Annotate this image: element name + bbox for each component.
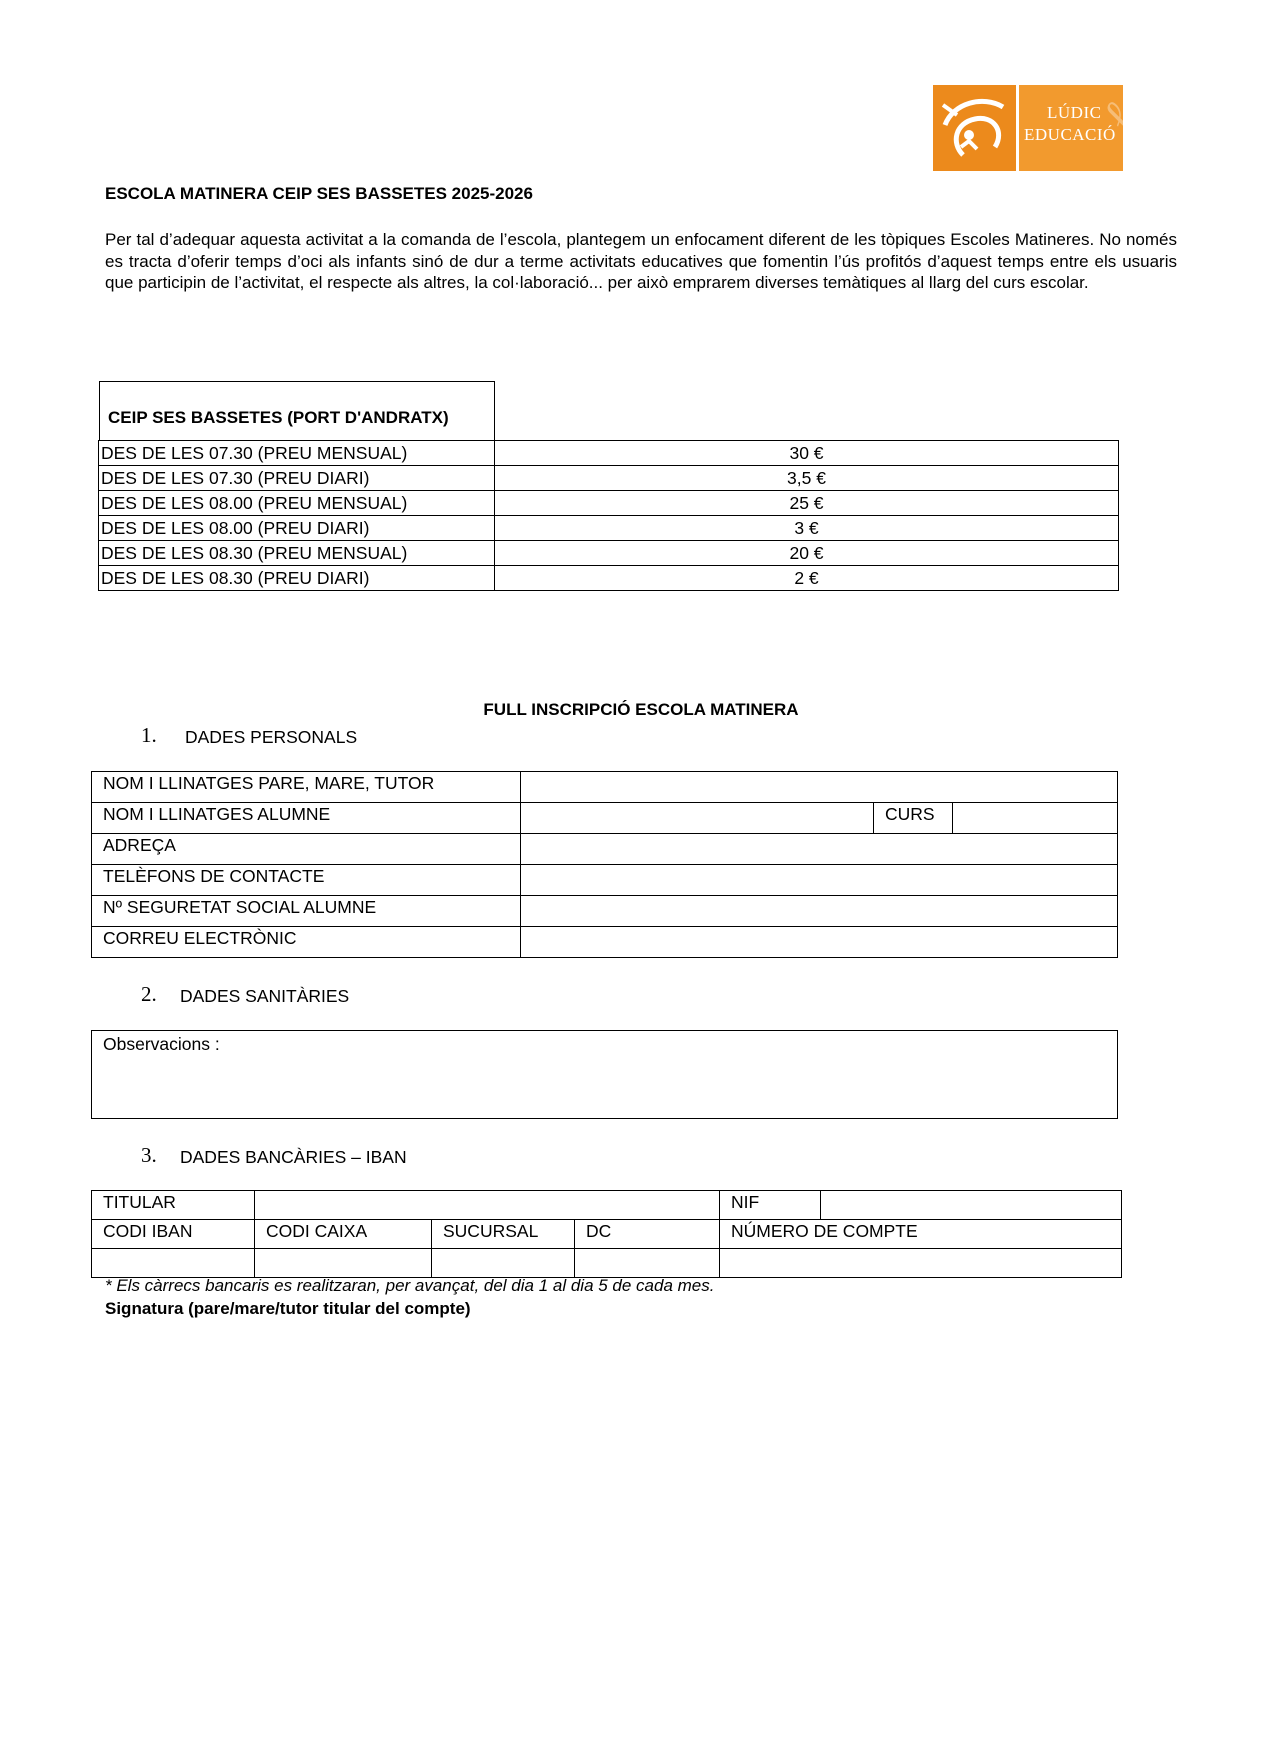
section-2-label: DADES SANITÀRIES [180, 986, 350, 1006]
price-value: 3,5 € [495, 466, 1119, 491]
table-row [92, 1220, 1122, 1249]
price-value: 25 € [495, 491, 1119, 516]
branch-field[interactable] [432, 1249, 575, 1278]
table-row [92, 1191, 1122, 1220]
personal-data-table [91, 771, 1118, 958]
holder-label: TITULAR [92, 1191, 255, 1220]
section-3-number: 3. [141, 1143, 157, 1167]
document-title: ESCOLA MATINERA CEIP SES BASSETES 2025-2026 [105, 184, 533, 203]
ssn-label: Nº SEGURETAT SOCIAL ALUMNE [92, 896, 521, 927]
intro-paragraph: Per tal d’adequar aquesta activitat a la comanda de l’escola, plantegem un enfocament diferent de les tòpiques Escoles Matineres. No només es tracta d’oferir temps d’oci als infants sinó de dur a terme activitats educatives que fomentin l’ús profitós d’aquest temps entre els usuaris que participin de l’activitat, el respecte als altres, la col·laboració... per això emprarem diverses temàtiques al llarg del curs escolar. [105, 230, 1177, 292]
price-table-header [99, 381, 495, 440]
price-row [99, 516, 1119, 541]
student-name-field[interactable] [521, 803, 874, 834]
logo-swirl-icon: ℓ [1092, 94, 1144, 139]
logo-figure-icon [933, 85, 1016, 171]
parent-name-field[interactable] [521, 772, 1118, 803]
price-label: DES DE LES 08.30 (PREU MENSUAL) [99, 541, 495, 566]
table-row [92, 865, 1118, 896]
account-label: NÚMERO DE COMPTE [720, 1220, 1122, 1249]
student-name-label: NOM I LLINATGES ALUMNE [92, 803, 521, 834]
price-row [99, 466, 1119, 491]
logo-line-2: EDUCACIÓ [1024, 125, 1116, 144]
section-3-label: DADES BANCÀRIES – IBAN [180, 1147, 407, 1167]
phones-label: TELÈFONS DE CONTACTE [92, 865, 521, 896]
section-1-number: 1. [141, 723, 157, 747]
table-row [92, 834, 1118, 865]
address-label: ADREÇA [92, 834, 521, 865]
form-title: FULL INSCRIPCIÓ ESCOLA MATINERA [483, 700, 799, 719]
logo-wordmark [1019, 85, 1144, 171]
iban-field[interactable] [92, 1249, 255, 1278]
parent-name-label: NOM I LLINATGES PARE, MARE, TUTOR [92, 772, 521, 803]
iban-label: CODI IBAN [92, 1220, 255, 1249]
bank-code-field[interactable] [255, 1249, 432, 1278]
table-row [92, 927, 1118, 958]
observations-field[interactable] [91, 1030, 1118, 1119]
phones-field[interactable] [521, 865, 1118, 896]
price-label: DES DE LES 08.30 (PREU DIARI) [99, 566, 495, 591]
price-value: 3 € [495, 516, 1119, 541]
dc-field[interactable] [575, 1249, 720, 1278]
price-value: 30 € [495, 441, 1119, 466]
signature-label: Signatura (pare/mare/tutor titular del compte) [105, 1299, 471, 1318]
address-field[interactable] [521, 834, 1118, 865]
logo-emblem [933, 85, 1016, 171]
section-1-label: DADES PERSONALS [185, 727, 358, 747]
email-field[interactable] [521, 927, 1118, 958]
course-label: CURS [874, 803, 953, 834]
section-2-number: 2. [141, 982, 157, 1006]
course-field[interactable] [953, 803, 1118, 834]
account-field[interactable] [720, 1249, 1122, 1278]
table-row [92, 772, 1118, 803]
holder-field[interactable] [255, 1191, 720, 1220]
price-table-header-label: CEIP SES BASSETES (PORT D'ANDRATX) [108, 408, 449, 427]
nif-label: NIF [720, 1191, 821, 1220]
price-row [99, 441, 1119, 466]
table-row [92, 803, 1118, 834]
bank-code-label: CODI CAIXA [255, 1220, 432, 1249]
price-row [99, 491, 1119, 516]
bank-data-table [91, 1190, 1122, 1278]
price-label: DES DE LES 08.00 (PREU MENSUAL) [99, 491, 495, 516]
nif-field[interactable] [821, 1191, 1122, 1220]
price-label: DES DE LES 07.30 (PREU DIARI) [99, 466, 495, 491]
table-row [92, 896, 1118, 927]
email-label: CORREU ELECTRÒNIC [92, 927, 521, 958]
price-row [99, 541, 1119, 566]
ssn-field[interactable] [521, 896, 1118, 927]
price-row [99, 566, 1119, 591]
price-label: DES DE LES 07.30 (PREU MENSUAL) [99, 441, 495, 466]
billing-note: * Els càrrecs bancaris es realitzaran, per avançat, del dia 1 al dia 5 de cada mes. [105, 1276, 715, 1295]
price-table [98, 440, 1119, 591]
branch-label: SUCURSAL [432, 1220, 575, 1249]
dc-label: DC [575, 1220, 720, 1249]
price-value: 2 € [495, 566, 1119, 591]
observations-label: Observacions : [103, 1034, 220, 1054]
ludic-educacio-logo [933, 85, 1144, 171]
price-value: 20 € [495, 541, 1119, 566]
price-label: DES DE LES 08.00 (PREU DIARI) [99, 516, 495, 541]
logo-line-1: LÚDIC [1047, 103, 1102, 122]
table-row [92, 1249, 1122, 1278]
